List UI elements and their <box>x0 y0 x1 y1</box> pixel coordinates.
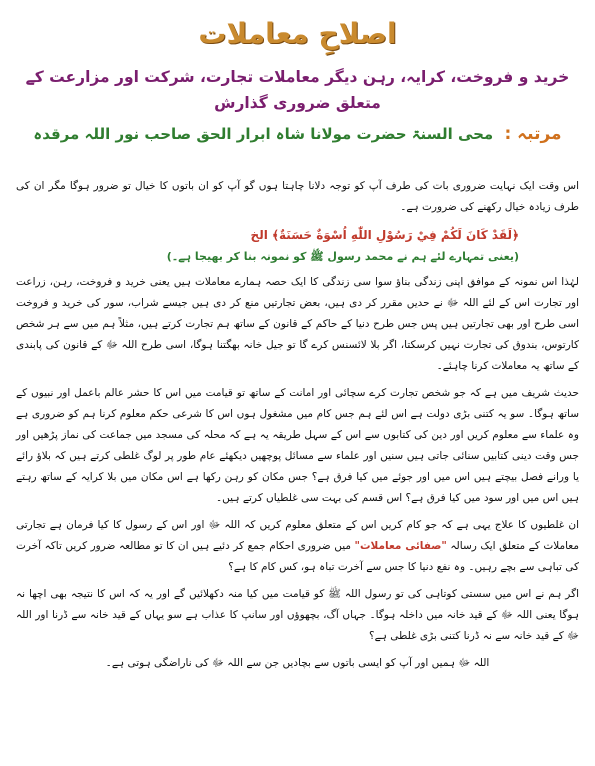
paragraph-dua: اللہ ﷻ ہمیں اور آپ کو ایسی باتوں سے بچادیں جن سے اللہ ﷻ کی ناراضگی ہوتی ہے۔ <box>105 657 490 669</box>
paragraph-remedy <box>16 515 579 578</box>
paragraph-hadith: حدیث شریف میں ہے کہ جو شخص تجارت کرے سچائی اور امانت کے ساتھ تو قیامت میں اس کا حشر عالم باعمل اور نبیوں کے ساتھ ہوگا۔ سو یہ کتنی بڑی دولت ہے اس لئے ہم جس کام میں مشغول ہوں اس کا شرعی حکم معلوم کرنا ہم کو ضروری ہے وہ علماء سے معلوم کریں اور دین کی کتابوں سے اس کے سہل طریقہ یہ ہے کہ محلہ کی مسجد میں جماعت کی نماز پڑھیں اور جس وقت دینی کتابیں سنائی جاتی ہیں سنیں اور علماء سے مسائل پوچھیں دیکھئے عام طور پر لوگ غلطی کرتے ہیں کہ بلاؤ رائے یا ورانے فصل بیچتے ہیں اس میں اور جوئے میں کیا فرق ہے؟ جس مکان کو رہن رکھا ہے اس مکان میں بلا کرایہ کے ساتھ رہتے ہیں اس میں اور سود میں کیا فرق ہے؟ اس قسم کی بہت سی غلطیاں کرتے ہیں۔ <box>16 387 579 504</box>
page-subtitle: خرید و فروخت، کرایہ، رہن دیگر معاملات تجارت، شرکت اور مزارعت کے متعلق ضروری گذارش <box>25 68 570 112</box>
quote-translation: (یعنی تمہارے لئے ہم نے محمد رسول ﷺ کو نمونہ بنا کر بھیجا ہے۔) <box>166 250 519 263</box>
author-line <box>16 122 579 146</box>
paragraph-intro: اس وقت ایک نہایت ضروری بات کی طرف آپ کو توجہ دلانا چاہتا ہوں گو آپ کو ان باتوں کا خیال تو ضرور ہوگا مگر ان کی طرف زیادہ خیال رکھنے کی ضرورت ہے۔ <box>16 180 579 213</box>
page-title: اصلاحِ معاملات <box>198 17 397 50</box>
author-name: محی السنۃ حضرت مولانا شاہ ابرار الحق صاحب نور اللہ مرقدہ <box>33 125 494 143</box>
paragraph-transactions: لہٰذا اس نمونہ کے موافق اپنی زندگی بناؤ سوا سی زندگی کا ایک حصہ ہمارے معاملات ہیں یعنی خرید و فروخت، رہن، زراعت اور تجارت اس کے لئے اللہ ﷻ نے حدیں مقرر کر دی ہیں، بعض تجارتیں منع کر دی ہیں جیسے شراب، سور کی خرید و فروخت اسی طرح اور بھی تجارتیں ہیں پس جس طرح دنیا کے حاکم کے قانون کے ساتھ ہم تجارت کرتے ہیں، مثلاً ہم میں سے ہر شخص کارتوس، بندوق کی تجارت نہیں کرسکتا، اگر بلا لائسنس کرے گا تو جیل خانہ بھگتنا ہوگا، اسی طرح اللہ ﷻ کے قانون کی پابندی کے ساتھ یہ معاملات کرنا چاہئے۔ <box>16 276 579 372</box>
paragraph-remedy-a: ان غلطیوں کا علاج یہی ہے کہ جو کام کریں اس کے متعلق معلوم کریں کہ اللہ ﷻ اور اس کے رسول کا کیا فرمان ہے تجارتی معاملات کے متعلق ایک رسالہ <box>16 519 580 552</box>
paragraph-remedy-b: میں ضروری احکام جمع کر دئیے ہیں ان کا تو مطالعہ ضرور کریں تاکہ آخرت کی تباہی سے بچے رہیں۔ وہ نفع دنیا کا جس سے آخرت تباہ ہو، کس کام کا ہے؟ <box>16 540 579 573</box>
article-body <box>16 176 579 674</box>
author-label: مرتبہ : <box>504 124 562 144</box>
booklet-title: "صفائی معاملات" <box>354 540 447 552</box>
paragraph-warning: اگر ہم نے اس میں سستی کوتاہی کی تو رسول اللہ ﷺ کو قیامت میں کیا منہ دکھلائیں گے اور یہ کہ اس کا نتیجہ بھی اچھا نہ ہوگا یعنی اللہ ﷻ کے قید خانہ میں داخلہ ہوگا۔ جہاں آگ، بچھوؤں اور سانپ کا عذاب ہے سو یہاں کے قید خانہ سے ڈرنا اور اللہ ﷻ کے قید خانہ سے نہ ڈرنا کتنی بڑی غلطی ہے؟ <box>16 588 579 642</box>
quran-quote: ﴿لَقَدْ كَانَ لَكُمْ فِيْ رَسُوْلِ اللّٰهِ اُسْوَةٌ حَسَنَةٌ﴾ الخ <box>250 228 519 242</box>
